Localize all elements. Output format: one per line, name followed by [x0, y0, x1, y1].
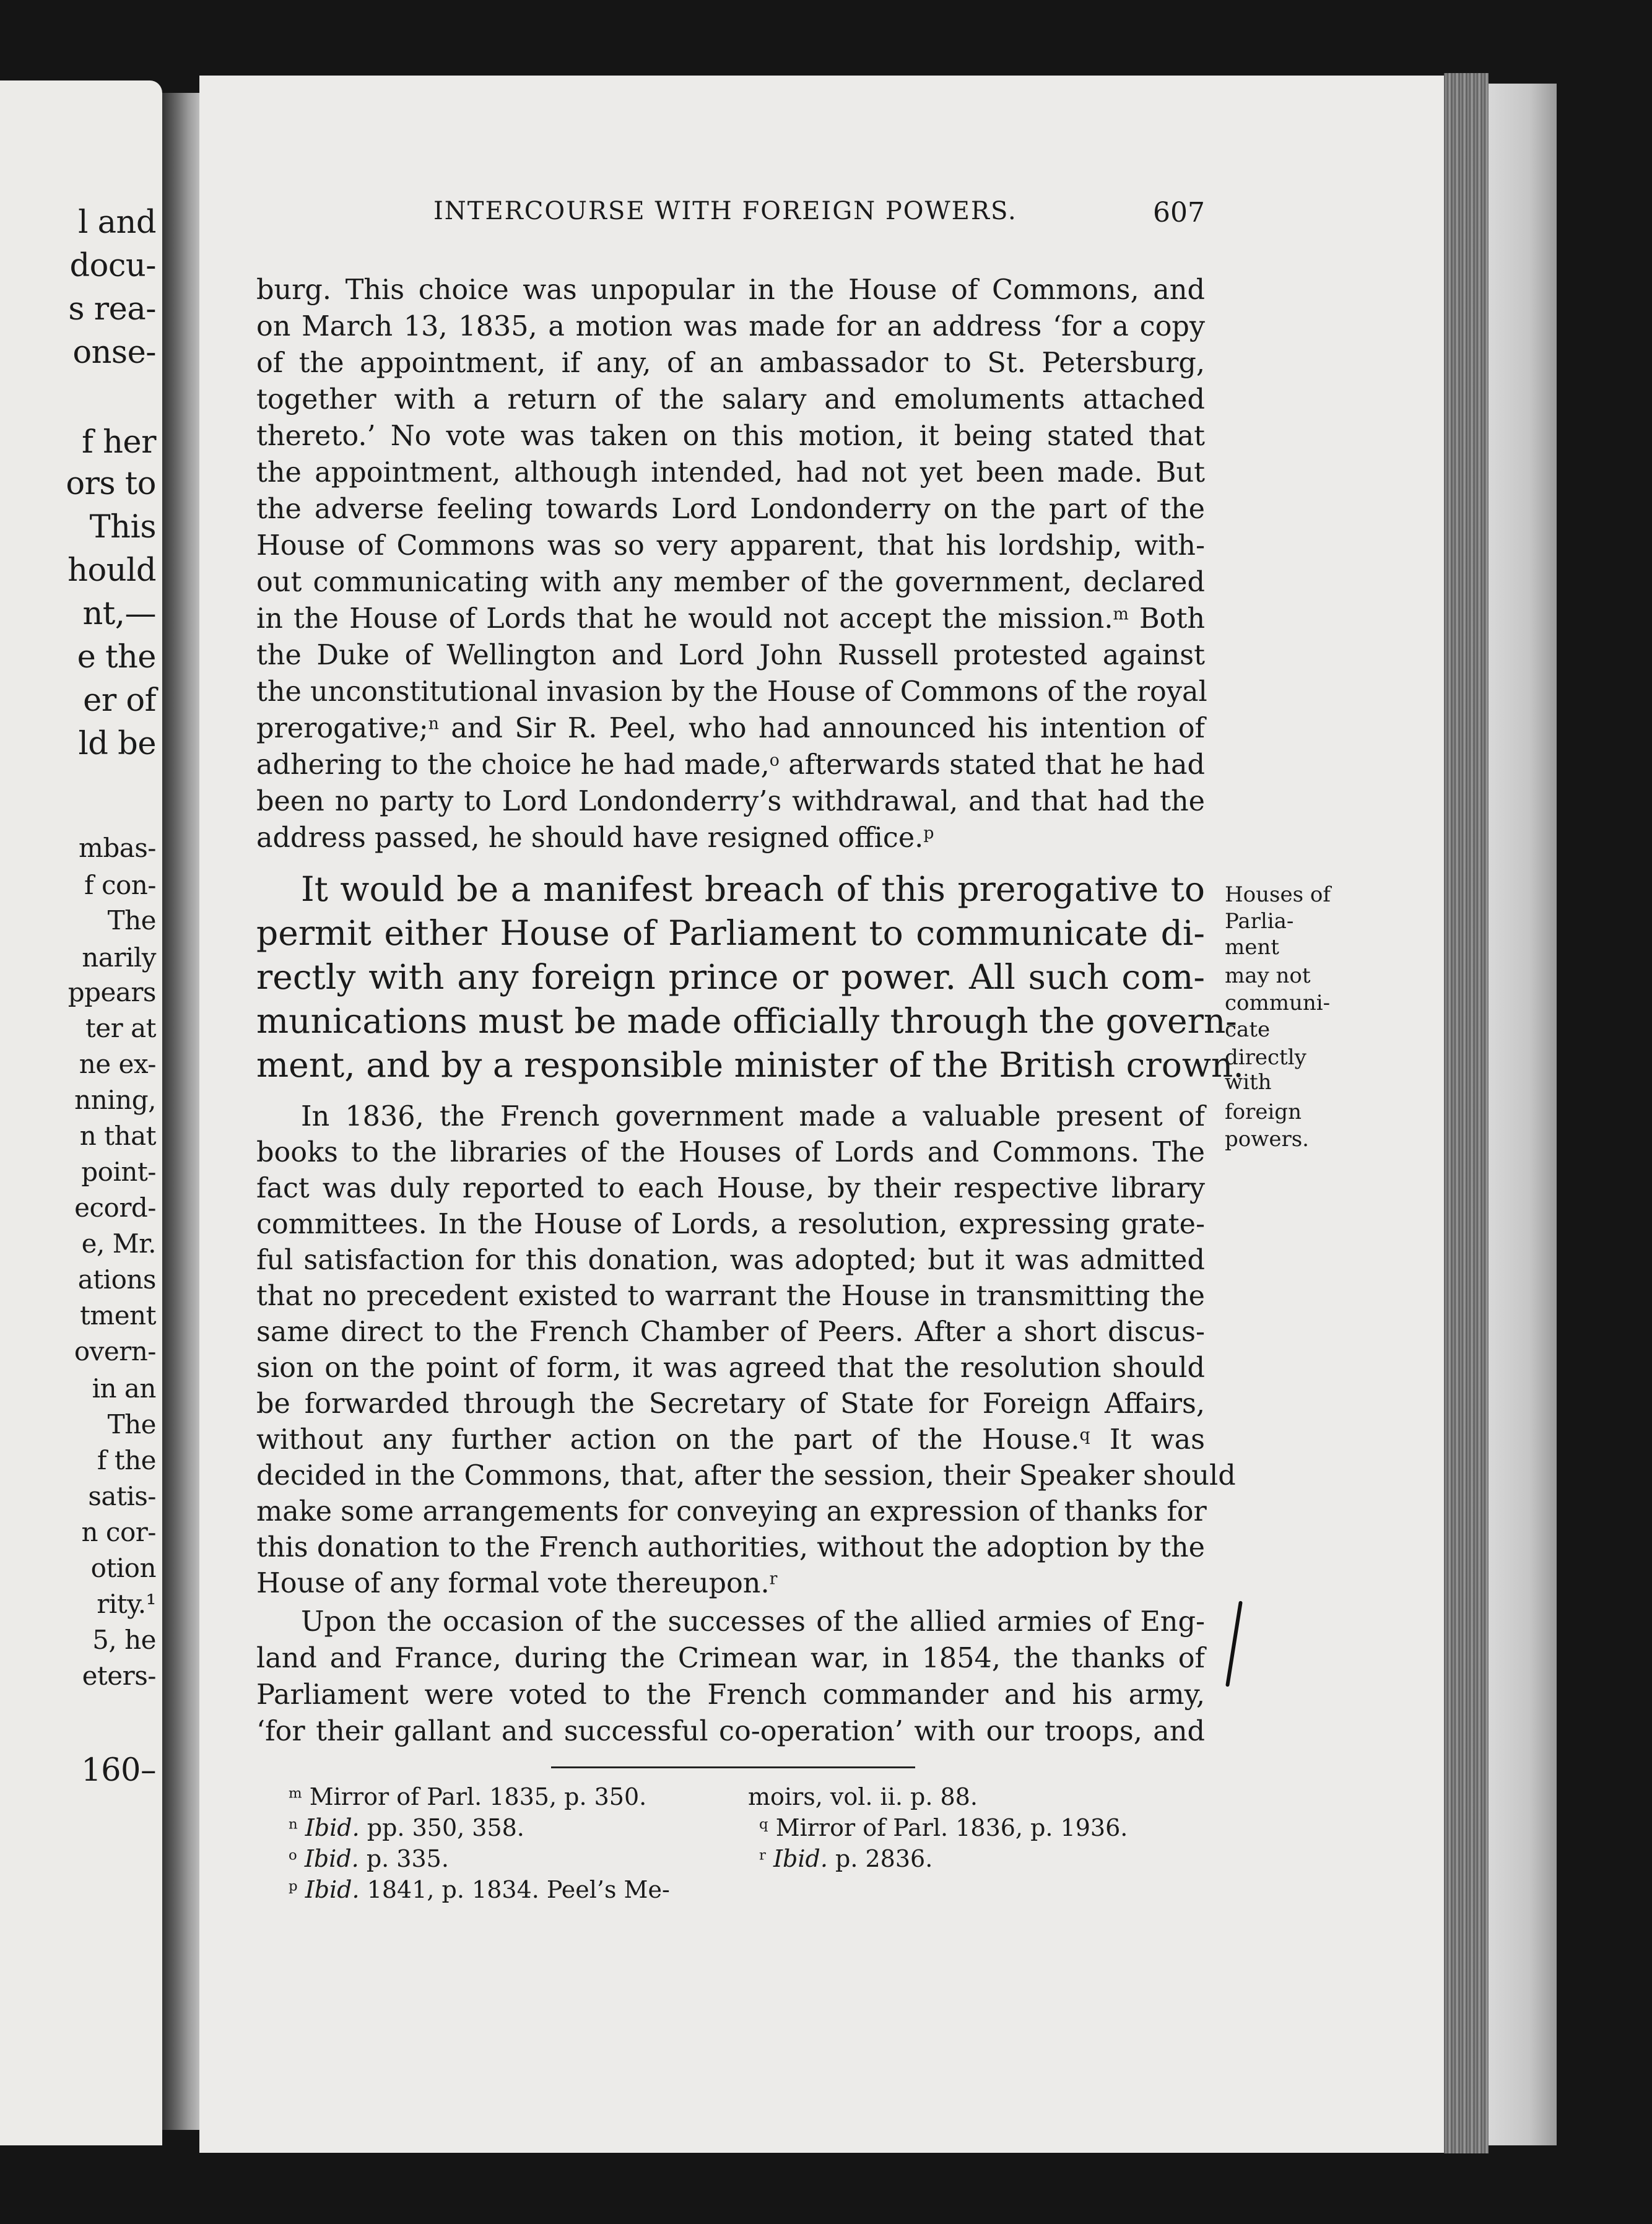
body-line: thereto.’ No vote was taken on this motion, it being stated that: [256, 420, 1205, 452]
body-line: House of Commons was so very apparent, that his lordship, with-: [256, 530, 1205, 562]
body-line: out communicating with any member of the government, declared: [256, 567, 1205, 598]
body-text: prerogative;: [256, 713, 428, 744]
left-page-fragment: 5, he: [92, 1625, 156, 1655]
body-line: books to the libraries of the Houses of Lords and Commons. The: [256, 1137, 1205, 1168]
left-page-fragment: f the: [97, 1445, 156, 1475]
body-line-large: permit either House of Parliament to communicate di-: [256, 913, 1205, 953]
footnote-r: [759, 1845, 933, 1872]
left-page-fragment: rity.¹: [97, 1589, 156, 1619]
body-line: that no precedent existed to warrant the House in transmitting the: [256, 1280, 1205, 1312]
left-page-fragment: mbas-: [79, 833, 156, 863]
body-line: sion on the point of form, it was agreed that the resolution should: [256, 1352, 1205, 1384]
right-cover-strip: [1489, 84, 1557, 2145]
footnote-text: pp. 350, 358.: [367, 1814, 524, 1841]
left-page-fragment: 160–: [81, 1752, 156, 1789]
body-line: the appointment, although intended, had not yet been made. But: [256, 457, 1205, 489]
sidenote-line: foreign: [1225, 1100, 1302, 1124]
footnote-p-continued: moirs, vol. ii. p. 88.: [748, 1783, 978, 1810]
sidenote-line: directly: [1225, 1045, 1306, 1070]
footnote-mark: n: [289, 1816, 298, 1833]
footnote-mark: q: [759, 1816, 768, 1833]
left-page-fragment: The: [107, 1409, 156, 1440]
body-line: [256, 1568, 1205, 1599]
footnote-text: p. 335.: [366, 1845, 449, 1872]
body-line: same direct to the French Chamber of Peers. After a short discus-: [256, 1316, 1205, 1348]
footnote-ref: o: [769, 750, 780, 770]
body-line: be forwarded through the Secretary of State for Foreign Affairs,: [256, 1388, 1205, 1420]
left-page-fragment: nt,—: [82, 596, 156, 632]
left-facing-page: [0, 80, 162, 2145]
body-line: burg. This choice was unpopular in the House of Commons, and: [256, 274, 1205, 306]
left-page-fragment: n cor-: [81, 1517, 156, 1547]
left-page-fragment: ne ex-: [79, 1049, 156, 1079]
footnote-ref: n: [428, 714, 439, 734]
body-line: ful satisfaction for this donation, was adopted; but it was admitted: [256, 1244, 1205, 1276]
body-text: without any further action on the part of the House.: [256, 1424, 1080, 1456]
left-page-fragment: e, Mr.: [81, 1228, 156, 1259]
body-line: In 1836, the French government made a valuable present of: [301, 1101, 1205, 1132]
page-number: 607: [1153, 197, 1205, 228]
left-page-fragment: This: [89, 509, 156, 545]
left-page-fragment: satis-: [88, 1481, 156, 1511]
footnote-rule: [551, 1766, 915, 1768]
body-line-large: ment, and by a responsible minister of the British crown.: [256, 1045, 1244, 1085]
body-text: and Sir R. Peel, who had announced his intention of: [451, 713, 1205, 744]
sidenote-line: powers.: [1225, 1127, 1309, 1152]
left-page-fragment: point-: [81, 1157, 156, 1187]
body-line: make some arrangements for conveying an expression of thanks for: [256, 1496, 1207, 1527]
left-page-fragment: nning,: [74, 1085, 156, 1115]
footnote-o: [289, 1845, 449, 1872]
body-text: House of any formal vote thereupon.: [256, 1568, 770, 1599]
body-text: Both: [1139, 603, 1205, 635]
left-page-fragment: s rea-: [68, 291, 156, 328]
body-text: adhering to the choice he had made,: [256, 749, 770, 781]
left-page-fragment: overn-: [74, 1336, 156, 1366]
book-gutter: [162, 93, 199, 2130]
left-page-fragment: docu-: [69, 248, 156, 284]
left-page-fragment: eters-: [82, 1661, 156, 1691]
left-page-fragment: tment: [80, 1300, 156, 1331]
body-line: Upon the occasion of the successes of the allied armies of Eng-: [301, 1606, 1205, 1638]
left-page-fragment: ter at: [85, 1013, 156, 1043]
body-line: committees. In the House of Lords, a resolution, expressing grate-: [256, 1209, 1205, 1240]
footnote-m: [289, 1783, 646, 1810]
footnote-ref: m: [1113, 604, 1129, 624]
left-page-fragment: ecord-: [74, 1192, 156, 1223]
left-page-fragment: ations: [77, 1264, 156, 1295]
body-line: [256, 749, 1205, 781]
running-head: INTERCOURSE WITH FOREIGN POWERS.: [433, 197, 1017, 225]
left-page-fragment: f her: [82, 424, 156, 461]
body-line: fact was duly reported to each House, by their respective library: [256, 1173, 1205, 1204]
body-text: in the House of Lords that he would not accept the mission.: [256, 603, 1113, 635]
body-line: the adverse feeling towards Lord Londonderry on the part of the: [256, 493, 1205, 525]
page-edges: [1444, 73, 1489, 2153]
left-page-fragment: The: [107, 905, 156, 936]
body-line: this donation to the French authorities, without the adoption by the: [256, 1532, 1205, 1563]
footnote-q: [759, 1814, 1128, 1841]
body-line: decided in the Commons, that, after the session, their Speaker should: [256, 1460, 1236, 1492]
body-line-large: rectly with any foreign prince or power. All such com-: [256, 957, 1205, 997]
footnote-text: 1841, p. 1834. Peel’s Me-: [367, 1876, 670, 1903]
footnote-ibid: Ibid.: [773, 1845, 828, 1872]
body-text: afterwards stated that he had: [788, 749, 1205, 781]
body-line: together with a return of the salary and emoluments attached: [256, 384, 1205, 415]
left-page-fragment: f con-: [84, 870, 156, 900]
sidenote-line: with: [1225, 1070, 1272, 1095]
body-line: Parliament were voted to the French commander and his army,: [256, 1679, 1205, 1711]
footnote-mark: r: [759, 1847, 766, 1864]
body-text: It was: [1109, 1424, 1205, 1456]
footnote-text: p. 2836.: [835, 1845, 933, 1872]
body-line: [256, 822, 1205, 854]
body-line: ‘for their gallant and successful co-operation’ with our troops, and: [256, 1716, 1205, 1747]
body-line-large: It would be a manifest breach of this prerogative to: [301, 869, 1205, 909]
footnote-ref: r: [769, 1569, 778, 1589]
body-text: address passed, he should have resigned office.: [256, 822, 924, 854]
left-page-fragment: narily: [82, 942, 156, 973]
left-page-fragment: onse-: [72, 334, 156, 371]
body-line-large: munications must be made officially through the govern-: [256, 1001, 1237, 1041]
body-line: the unconstitutional invasion by the House of Commons of the royal: [256, 676, 1207, 708]
sidenote-line: cate: [1225, 1017, 1271, 1042]
left-page-fragment: ld be: [78, 726, 156, 762]
left-page-fragment: e the: [77, 639, 156, 675]
footnote-p: [289, 1876, 670, 1903]
footnote-ibid: Ibid.: [305, 1814, 360, 1841]
left-page-fragment: otion: [90, 1553, 156, 1583]
body-line: the Duke of Wellington and Lord John Russell protested against: [256, 640, 1205, 671]
body-line: of the appointment, if any, of an ambassador to St. Petersburg,: [256, 347, 1205, 379]
sidenote-line: ment: [1225, 935, 1279, 960]
body-line: on March 13, 1835, a motion was made for an address ‘for a copy: [256, 311, 1205, 342]
left-page-fragment: hould: [67, 552, 156, 589]
sidenote-line: Houses of: [1225, 882, 1331, 907]
body-line: been no party to Lord Londonderry’s withdrawal, and that had the: [256, 786, 1205, 817]
left-page-fragment: n that: [79, 1121, 156, 1151]
sidenote-line: may not: [1225, 963, 1311, 988]
footnote-ref: p: [923, 823, 934, 843]
footnote-mark: p: [289, 1878, 298, 1895]
body-line: [256, 1424, 1205, 1456]
left-page-fragment: ors to: [66, 466, 156, 502]
left-page-fragment: in an: [92, 1373, 156, 1404]
footnote-ref: q: [1079, 1425, 1090, 1445]
body-line: land and France, during the Crimean war, in 1854, the thanks of: [256, 1643, 1205, 1674]
left-page-fragment: l and: [78, 204, 156, 241]
left-page-fragment: er of: [83, 682, 156, 719]
sidenote-line: communi-: [1225, 991, 1331, 1015]
body-line: [256, 713, 1205, 744]
sidenote-line: Parlia-: [1225, 909, 1294, 934]
footnote-n: [289, 1814, 524, 1841]
left-page-fragment: ppears: [67, 977, 156, 1007]
footnote-text: Mirror of Parl. 1836, p. 1936.: [775, 1814, 1128, 1841]
footnote-mark: m: [289, 1785, 302, 1802]
footnote-ibid: Ibid.: [305, 1876, 360, 1903]
footnote-text: Mirror of Parl. 1835, p. 350.: [309, 1783, 647, 1810]
footnote-mark: o: [289, 1847, 297, 1864]
footnote-ibid: Ibid.: [304, 1845, 359, 1872]
body-line: [256, 603, 1205, 635]
